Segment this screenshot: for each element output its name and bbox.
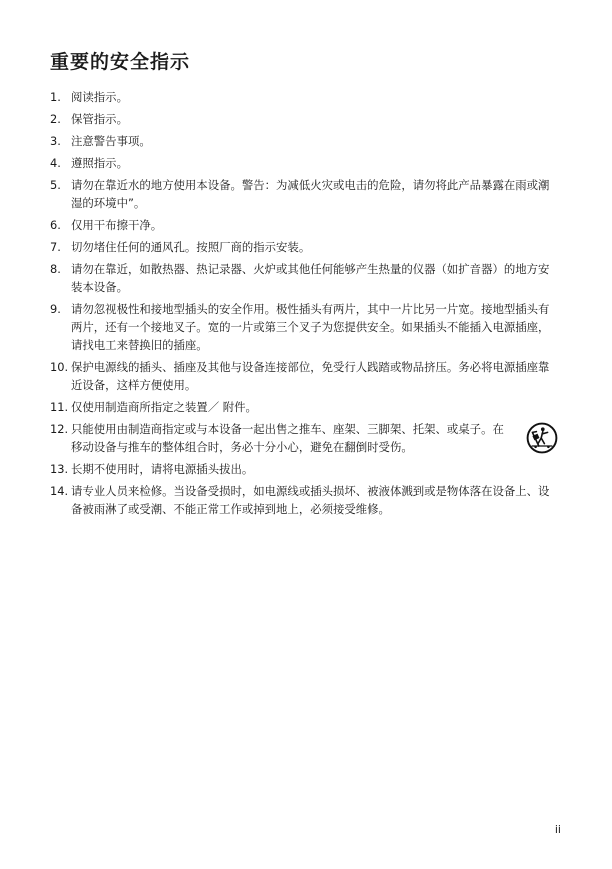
- item-number: 4.: [50, 156, 61, 170]
- list-item: [50, 482, 560, 518]
- item-number: 10.: [50, 360, 69, 374]
- list-item: [50, 132, 560, 150]
- item-number: 7.: [50, 240, 61, 254]
- list-item: [50, 460, 560, 478]
- list-item: [50, 300, 560, 354]
- list-item: [50, 238, 560, 256]
- list-item: [50, 260, 560, 296]
- item-text: 保护电源线的插头、插座及其他与设备连接部位，免受行人践踏或物品挤压。务必将电源插座靠近设备，这样方便使用。: [71, 360, 550, 392]
- item-text: 请专业人员来检修。当设备受损时，如电源线或插头损坏、被液体溅到或是物体落在设备上、设备被雨淋了或受潮、不能正常工作或掉到地上，必须接受维修。: [71, 484, 550, 516]
- item-text: 仅用干布擦干净。: [71, 218, 163, 232]
- item-text: 长期不使用时，请将电源插头拔出。: [71, 462, 254, 476]
- page-title: 重要的安全指示: [50, 51, 191, 73]
- list-item: [50, 176, 560, 212]
- item-number: 12.: [50, 422, 69, 436]
- item-number: 14.: [50, 484, 69, 498]
- item-number: 11.: [50, 400, 69, 414]
- cart-tip-over-warning-icon: [526, 422, 558, 454]
- item-text: 请勿在靠近，如散热器、热记录器、火炉或其他任何能够产生热量的仪器（如扩音器）的地方安装本设备。: [71, 262, 550, 294]
- list-item: [50, 216, 560, 234]
- page-number: ii: [554, 823, 561, 836]
- item-text: 请勿在靠近水的地方使用本设备。警告：为减低火灾或电击的危险，请勿将此产品暴露在雨或潮湿的环境中”。: [71, 178, 550, 210]
- item-text: 只能使用由制造商指定或与本设备一起出售之推车、座架、三脚架、托架、或桌子。在移动设备与推车的整体组合时，务必十分小心，避免在翻倒时受伤。: [71, 422, 504, 454]
- list-item: [50, 110, 560, 128]
- item-text: 遵照指示。: [71, 156, 128, 170]
- item-number: 6.: [50, 218, 61, 232]
- list-item: [50, 88, 560, 106]
- item-text: 注意警告事项。: [71, 134, 151, 148]
- item-number: 5.: [50, 178, 61, 192]
- item-number: 2.: [50, 112, 61, 126]
- item-number: 13.: [50, 462, 69, 476]
- list-item: [50, 420, 560, 456]
- list-item: [50, 358, 560, 394]
- item-text: 请勿忽视极性和接地型插头的安全作用。极性插头有两片，其中一片比另一片宽。接地型插头有两片，还有一个接地叉子。宽的一片或第三个叉子为您提供安全。如果插头不能插入电源插座，请找电工来替换旧的插座。: [71, 302, 550, 352]
- item-text: 切勿堵住任何的通风孔。按照厂商的指示安装。: [71, 240, 311, 254]
- item-number: 8.: [50, 262, 61, 276]
- item-text: 阅读指示。: [71, 90, 128, 104]
- list-item: [50, 398, 560, 416]
- item-number: 3.: [50, 134, 61, 148]
- safety-instructions-list: [50, 88, 560, 522]
- item-number: 9.: [50, 302, 61, 316]
- item-text: 保管指示。: [71, 112, 128, 126]
- list-item: [50, 154, 560, 172]
- item-number: 1.: [50, 90, 61, 104]
- item-text: 仅使用制造商所指定之装置／ 附件。: [71, 400, 257, 414]
